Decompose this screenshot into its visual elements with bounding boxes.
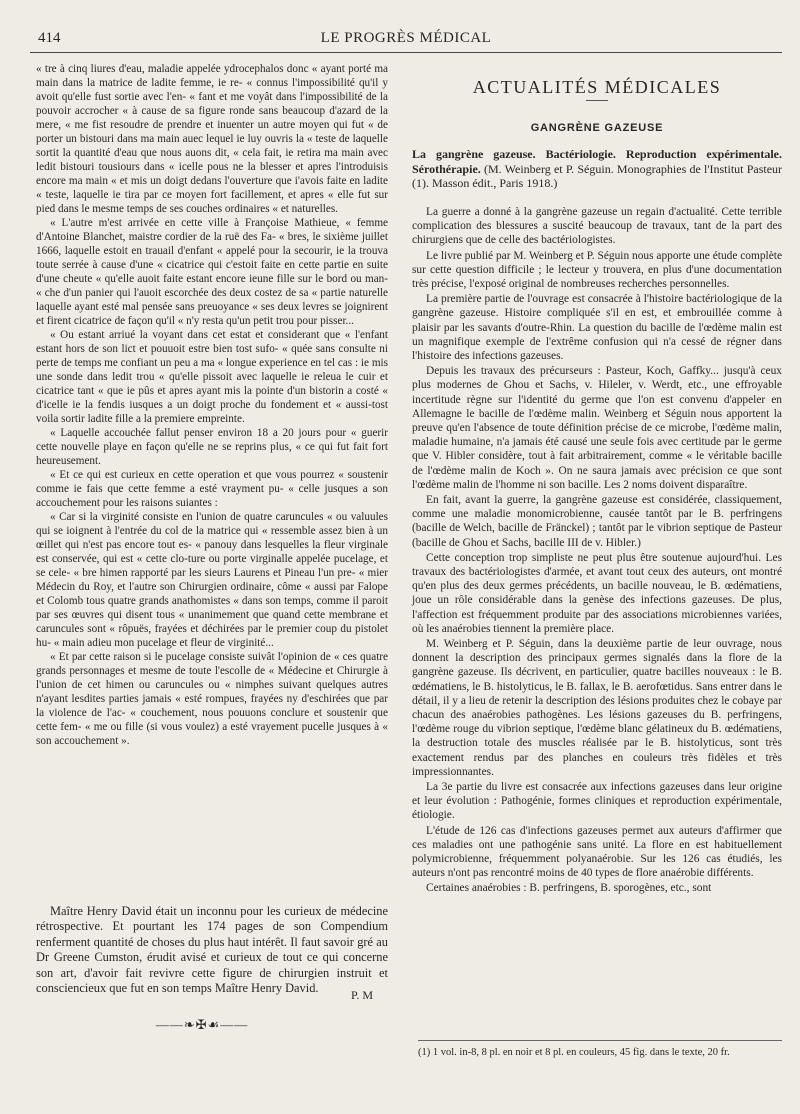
article-paragraph: La guerre a donné à la gangrène gazeuse un regain d'actualité. Cette terrible complication des blessures a suscité beaucoup de travaux, tant de la part des chirurgiens que de celle des bactériologistes. — [412, 205, 782, 247]
journal-title: LE PROGRÈS MÉDICAL — [320, 30, 492, 46]
section-ornament: ——❧✠☙—— — [155, 1017, 249, 1032]
article-paragraph: La première partie de l'ouvrage est consacrée à l'histoire bactériologique de la gangrène gazeuse. Histoire compliquée s'il en est, et embrouillée comme à plaisir par les savants d'outre-Rhin. La question du bacille de l'œdème malin est un magnifique exemple de l'extrême confusion qui n'a cessé de régner dans l'histoire des infections gazeuses. — [412, 293, 782, 362]
page-number: 414 — [38, 30, 61, 46]
quote-paragraph: « Ou estant arriué la voyant dans cet estat et considerant que « l'enfant estant hors de son lict et pouuoit estre bien tost sufo- « quée sans consulte ni perte de temps me confiant un peu a ma « longue experience en tel cas : ie mis une sonde dans ledit trou « qu'elle pissoit avec laquelle ie releua le cuir et cicatrice tant « que ie pûs et apres ayant mis la pointe d'un bistorin a costé « d'icelle ie la fendis iusques a un doigt proche du fondement et « aussi-tost voila sortir ladite fille a la premiere empreinte. — [36, 329, 388, 425]
footnote: (1) 1 vol. in-8, 8 pl. en noir et 8 pl. en couleurs, 45 fig. dans le texte, 20 fr. — [418, 1047, 730, 1058]
article-paragraph: Cette conception trop simpliste ne peut plus être soutenue aujourd'hui. Les travaux des bactériologistes d'armée, et avant tout ceux des auteurs, ont montré qu'en plus des deux germes précédents, un bacille nouveau, le B. œdématiens, joue un rôle considérable dans la genèse des infections gazeuses. De plus, l'affection est fréquemment produite par des associations microbiennes variées, où les anaérobies tiennent la première place. — [412, 551, 782, 635]
subheading: GANGRÈNE GAZEUSE — [530, 122, 664, 135]
left-column-quotation — [36, 62, 388, 748]
quote-paragraph: « Et par cette raison si le pucelage consiste suivât l'opinion de « ces quatre grands personnages et mesme de toute l'escolle de « Médecine et Chirurgie à l'union de cet himen ou caruncules ou « nimphes suivant quelques autres n'ayant lesdites parties jamais « esté rompues, frayées ny d'eschirées que par la violence de l'ac- « couchement, nous pouuons conclure et soustenir que cette fem- « me ou fille (si vous voulez) a esté vrayement pucelle jusques à « son accouchement ». — [36, 651, 388, 747]
right-column-actualites — [412, 62, 782, 897]
title-divider — [586, 100, 608, 101]
quote-paragraph: « Car si la virginité consiste en l'union de quatre caruncules « ou valuules qui se ioignent à l'entrée du col de la matrice qui « ressemble assez bien à un œillet qui n'est pas encore tout es- « panouy dans lesquelles la fleur virginale est conservée, qui est « cette clo-ture ou porte virginalle appelée pucelage, et se cele- « bre himen rapporté par les sieurs Laurens et Pineau l'un pre- « mier Médecin du Roy, et l'autre son Chirurgien ordinaire, côme « aussi par Falope et Colomb tous quatre grands anathomistes « dans son temps, comme il paroit par ses œuvres qui disent tous « unanimement que quand cette membrane et caruncules sont « rôpuës, frayées et déchirées par le premier coup du pistolet hu- « main adieu mon pucelage et fleur de virginité... — [36, 511, 388, 649]
citation-details: (M. Weinberg et P. Séguin. Monographies de l'Institut Pasteur (1). Masson édit., Paris 1918.) — [412, 161, 783, 191]
book-citation — [412, 147, 782, 191]
quote-paragraph: « tre à cinq liures d'eau, maladie appelée ydrocephalos donc « ayant porté ma main dans la matrice de ladite femme, ie re- « connus l'impossibilité qu'il y avoit qu'elle fust sortie avec l'en- « fant et me voyât dans l'impossibilité de la pouvoir accrocher « à cause de sa figure ronde sans beaucoup d'azard de la mere, « me fist resoudre de prendre et inuenter un autre moyen qui fut « de porter un bistouri dans ma main auec lequel ie luy ouvris la « teste de laquelle sortit la quantité d'eau que nous auons dit, « cela fait, ie retira ma main avec ledit bistouri tousiours dans « icelle pous ne la blesser et apres l'introduisis encore ma main « et mis un doigt dedans l'ouverture que i'avois faite en ladite « teste, laquelle ie tira par ce moyen fort facillement, et apres « elle fut sur pied dans le mesme temps de ses couches ordinaires « et naturelles. — [36, 63, 388, 215]
article-paragraph: Le livre publié par M. Weinberg et P. Séguin nous apporte une étude complète sur cette question difficile ; le lecteur y trouvera, en plus d'une documentation très précise, l'exposé original de nombreuses recherches personnelles. — [412, 249, 782, 290]
page-header — [30, 30, 782, 53]
review-paragraph — [36, 904, 388, 996]
article-paragraph: Depuis les travaux des précurseurs : Pasteur, Koch, Gaffky... jusqu'à ceux plus modernes de Ghou et Sachs, v. Hileler, v. Werdt, etc., une effroyable incertitude règne sur l'identité du germe que l'on est convenu d'appeler en Allemagne le bacille de l'œdème malin. Weinberg et Séguin nous apportent la preuve qu'en l'absence de toute définition précise de ce microbe, l'œdème malin, maladie humaine, n'a jamais été causé une seule fois avec certitude par le germe que V. Hibler considère, tout à fait arbitrairement, comme « le véritable bacille de l'œdème malin de Koch ». On ne saura jamais avec précision ce que sont l'œdème malin de l'homme ni son bacille. Les 2 noms doivent disparaître. — [412, 365, 782, 491]
quote-paragraph: « Et ce qui est curieux en cette operation et que vous pourrez « soustenir comme ie fais que cette femme a esté vrayment pu- « celle jusques a son accouchement pour les raisons suiantes : — [36, 469, 388, 509]
author-signature: P. M — [351, 988, 374, 1002]
article-paragraph: La 3e partie du livre est consacrée aux infections gazeuses dans leur origine et leur évolution : Pathogénie, formes cliniques et reproduction expérimentale, étiologie. — [412, 781, 782, 822]
citation-title: La gangrène gazeuse. Bactériologie. Reproduction expérimentale. Sérothérapie. — [412, 147, 782, 176]
review-text: Maître Henry David était un inconnu pour les curieux de médecine rétrospective. Et pourtant les 174 pages de son Compendium renferment quantité de choses du plus haut intérêt. Il faut savoir gré au Dr Greene Cumston, érudit avisé et curieux de tout ce qui concerne son art, d'avoir fait revivre cette figure de chirurgien instruit et consciencieux que fut en son temps Maître Henry David. — [36, 904, 388, 996]
footnote-divider — [418, 1040, 782, 1041]
quote-paragraph: « L'autre m'est arrivée en cette ville à Françoise Mathieue, « femme d'Antoine Blanchet, maistre cordier de la ruë des Fa- « bres, le sixième juillet 1666, laquelle estoit en trauail d'enfant « appelé pour la secourir, ie la trouva toute serrée à cause d'une « cicatrice qui c'estoit faite en cette partie en suite d'une cheute « qu'elle auoit faite estant encore ieune fille sur le bord ou man- « che d'un panier qui l'auoit escorchée des deux costez de sa « partie naturelle laquelle ayant esté mal pensée sans preuoyance « ses deux levres se joignirent et firent cicatrice de façon qu'il « n'y resta qu'un petit trou pour pisser... — [36, 217, 388, 327]
quote-paragraph: « Laquelle accouchée fallut penser environ 18 a 20 jours pour « guerir cette nouvelle playe en façon qu'elle ne se reprins plus, « ce qui fut fait fort heureusement. — [36, 427, 388, 467]
section-title: ACTUALITÉS MÉDICALES — [472, 77, 722, 97]
article-paragraph: M. Weinberg et P. Séguin, dans la deuxième partie de leur ouvrage, nous donnent la description des principaux germes signalés dans la flore de la gangrène gazeuse. Ils décrivent, en particulier, quatre bacilles nouveaux : le B. œdématiens, le B. histolyticus, le B. fallax, le B. aerofœtidus. Sans entrer dans le détail, il y a lieu de retenir la description des lésions produites chez le cobaye par chacun des anaérobies pathogènes. Les lésions gazeuses du B. perfringens, l'œdème rouge du vibrion septique, l'œdème blanc gélatineux du B. œdématiens, la destruction totale des muscles réalisée par le B. histolyticus, sont très exactement rendus par des planches en couleurs très fidèles et très impressionnantes. — [412, 638, 782, 778]
article-paragraph: L'étude de 126 cas d'infections gazeuses permet aux auteurs d'affirmer que ces maladies ont une pathogénie sans unité. La flore en est habituellement polymicrobienne, fréquemment polyanaérobie. Sur les 126 cas étudiés, les auteurs n'ont pas rencontré moins de 40 types de flore anaérobie différents. — [412, 824, 782, 880]
article-paragraph: Certaines anaérobies : B. perfringens, B. sporogènes, etc., sont — [426, 882, 712, 895]
article-paragraph: En fait, avant la guerre, la gangrène gazeuse est considérée, classiquement, comme une maladie monomicrobienne, causée tantôt par le B. perfringens (bacille de Welch, bacille de Fränckel) ; tantôt par le vibrion septique de Pasteur (bacille de Ghou et Sachs, bacille III de v. Hibler.) — [412, 493, 782, 549]
